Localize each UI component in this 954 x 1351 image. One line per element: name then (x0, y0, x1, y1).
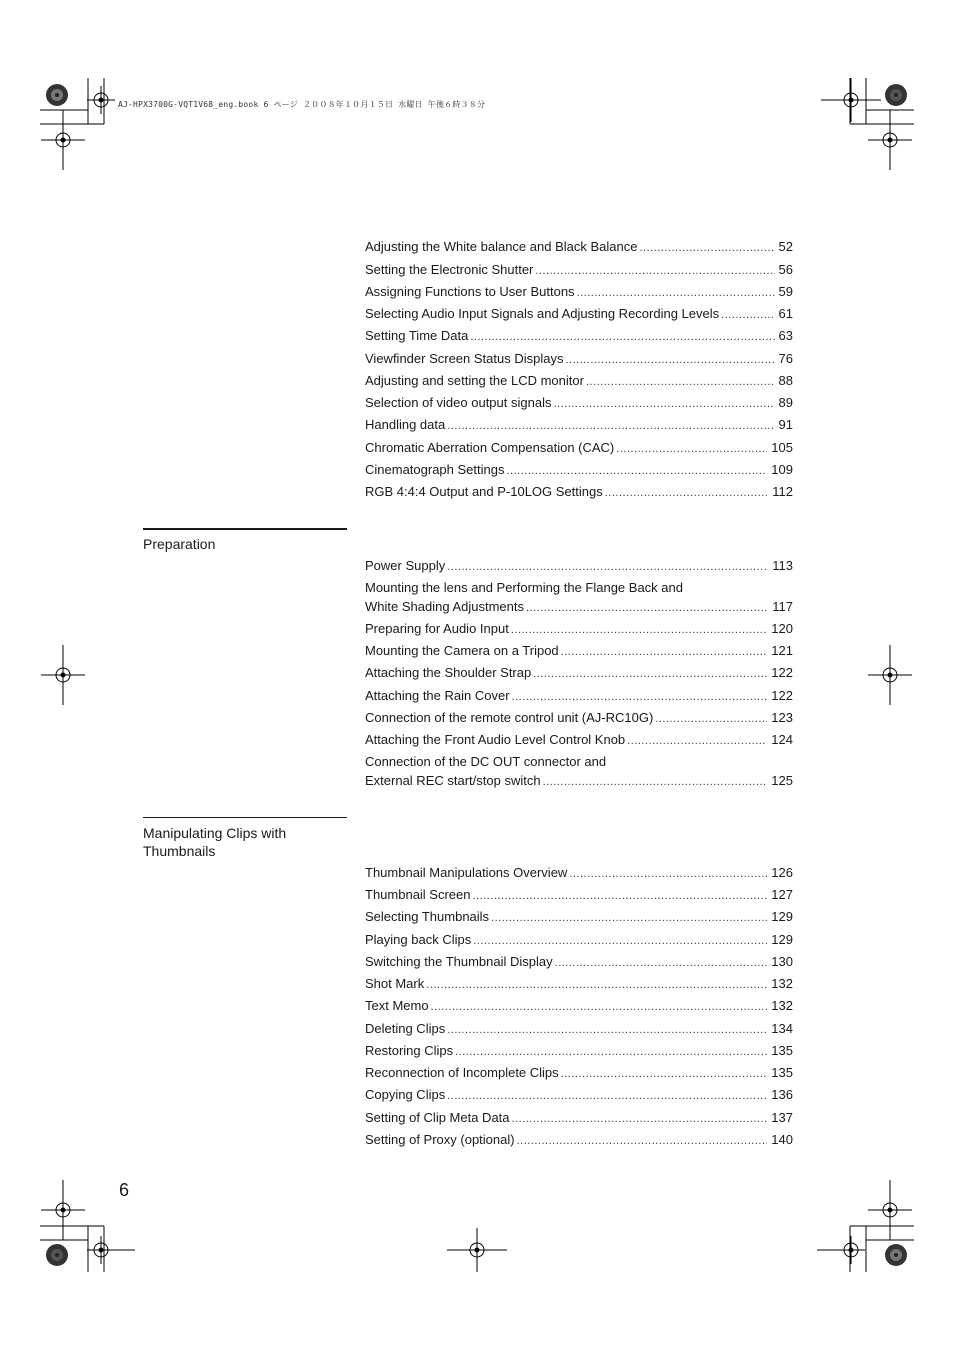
toc-entry-page: 89 (778, 395, 793, 410)
print-header: AJ-HPX3700G-VQT1V68_eng.book 6 ページ ２００８年１０月１５日 水曜日 午後６時３８分 (118, 100, 486, 109)
toc-entry-title: Selecting Audio Input Signals and Adjusting Recording Levels (365, 306, 720, 321)
toc-entry[interactable] (365, 371, 793, 392)
toc-entry-title: Copying Clips (365, 1087, 446, 1102)
toc-entry[interactable] (365, 578, 793, 618)
toc-entry-title: Reconnection of Incomplete Clips (365, 1065, 559, 1080)
toc-entry-page: 130 (771, 954, 793, 969)
toc-entry[interactable] (365, 907, 793, 928)
toc-entry-page: 123 (771, 710, 793, 725)
toc-entry[interactable] (365, 686, 793, 707)
toc-entry-title: Selection of video output signals (365, 395, 552, 410)
toc-entry-title: Attaching the Shoulder Strap (365, 665, 532, 680)
toc-entry-page: 61 (778, 306, 793, 321)
toc-entry-title: Thumbnail Manipulations Overview (365, 865, 568, 880)
toc-entry[interactable] (365, 863, 793, 884)
toc-entry[interactable] (365, 885, 793, 906)
toc-entry-title: Attaching the Rain Cover (365, 688, 510, 703)
toc-entry-page: 127 (771, 887, 793, 902)
toc-entry-title: Playing back Clips (365, 932, 472, 947)
toc-entry-page: 122 (771, 665, 793, 680)
toc-entry-page: 52 (778, 239, 793, 254)
toc-entry-title: Setting the Electronic Shutter (365, 262, 534, 277)
toc-entry-page: 88 (778, 373, 793, 388)
toc-entry-page: 126 (771, 865, 793, 880)
toc-entry[interactable] (365, 482, 793, 503)
toc-entry-title: Adjusting and setting the LCD monitor (365, 373, 584, 388)
toc-entry[interactable] (365, 393, 793, 414)
toc-entry[interactable] (365, 730, 793, 751)
toc-entry-page: 140 (771, 1132, 793, 1147)
toc-entry[interactable] (365, 1085, 793, 1106)
toc-entry-page: 129 (771, 932, 793, 947)
toc-entry-page: 132 (771, 976, 793, 991)
section-title (143, 824, 347, 860)
toc-entry-page: 122 (771, 688, 793, 703)
toc-entry-page: 120 (771, 621, 793, 636)
toc-entry-page: 117 (772, 599, 793, 614)
toc-entry-page: 134 (771, 1021, 793, 1036)
toc-entry-title: Assigning Functions to User Buttons (365, 284, 575, 299)
toc-entry[interactable] (365, 260, 793, 281)
toc-entry[interactable] (365, 752, 793, 792)
toc-entry-title: Selecting Thumbnails (365, 909, 490, 924)
toc-entry-title: Handling data (365, 417, 446, 432)
toc-entry-page: 129 (771, 909, 793, 924)
toc-entry-page: 135 (771, 1065, 793, 1080)
section-title-line2: Thumbnails (143, 843, 216, 859)
toc-entry-page: 125 (771, 773, 793, 788)
toc-entry[interactable] (365, 1063, 793, 1084)
toc-entry[interactable] (365, 641, 793, 662)
section-title: Preparation (143, 536, 216, 552)
toc-entry-page: 112 (772, 484, 793, 499)
toc-entry[interactable] (365, 237, 793, 258)
toc-entry-title: External REC start/stop switch (365, 773, 541, 788)
toc-entry[interactable] (365, 619, 793, 640)
toc-entry[interactable] (365, 460, 793, 481)
toc-entry-title: Shot Mark (365, 976, 425, 991)
toc-entry-title-line1: Connection of the DC OUT connector and (365, 754, 607, 769)
toc-entry-title: White Shading Adjustments (365, 599, 524, 614)
toc-entry-title: Cinematograph Settings (365, 462, 505, 477)
section-title-line1: Manipulating Clips with (143, 825, 287, 841)
toc-entry-title: Setting of Clip Meta Data (365, 1110, 510, 1125)
toc-entry[interactable] (365, 415, 793, 436)
toc-entry[interactable] (365, 326, 793, 347)
toc-entry-page: 135 (771, 1043, 793, 1058)
section-rule (143, 817, 347, 818)
toc-entry[interactable] (365, 1130, 793, 1151)
toc-entry-title: Viewfinder Screen Status Displays (365, 351, 564, 366)
toc-entry-page: 63 (778, 328, 793, 343)
page-number: 6 (119, 1180, 130, 1200)
toc-entry-title: Restoring Clips (365, 1043, 454, 1058)
toc-entry-title-line1: Mounting the lens and Performing the Flange Back and (365, 580, 683, 595)
toc-entry-page: 137 (771, 1110, 793, 1125)
toc-entry-page: 56 (778, 262, 793, 277)
toc-entry-page: 109 (771, 462, 793, 477)
toc-entry-page: 91 (778, 417, 793, 432)
section-rule (143, 528, 347, 530)
toc-entry-title: Deleting Clips (365, 1021, 446, 1036)
toc-entry[interactable] (365, 952, 793, 973)
toc-entry[interactable] (365, 996, 793, 1017)
toc-entry[interactable] (365, 304, 793, 325)
toc-entry[interactable] (365, 1041, 793, 1062)
toc-entry-page: 76 (778, 351, 793, 366)
toc-entry-title: Attaching the Front Audio Level Control Knob (365, 732, 626, 747)
toc-entry[interactable] (365, 974, 793, 995)
toc-entry[interactable] (365, 1019, 793, 1040)
toc-entry[interactable] (365, 663, 793, 684)
toc-entry-title: Setting Time Data (365, 328, 469, 343)
toc-entry-page: 132 (771, 998, 793, 1013)
toc-entry-title: Switching the Thumbnail Display (365, 954, 553, 969)
toc-entry[interactable] (365, 930, 793, 951)
toc-entry-page: 105 (771, 440, 793, 455)
toc-entry-page: 59 (778, 284, 793, 299)
toc-entry-page: 113 (772, 558, 793, 573)
toc-entry-page: 124 (771, 732, 793, 747)
toc-entry[interactable] (365, 708, 793, 729)
toc-entry-title: Text Memo (365, 998, 429, 1013)
toc-entry-page: 121 (771, 643, 793, 658)
toc-entry-title: Mounting the Camera on a Tripod (365, 643, 559, 658)
toc-entry[interactable] (365, 438, 793, 459)
toc-entry[interactable] (365, 282, 793, 303)
toc-entry-title: Preparing for Audio Input (365, 621, 509, 636)
toc-entry-title: Thumbnail Screen (365, 887, 471, 902)
toc-entry-title: Power Supply (365, 558, 446, 573)
toc-entry[interactable] (365, 1108, 793, 1129)
toc-entry-title: Setting of Proxy (optional) (365, 1132, 515, 1147)
toc-entry-title: Connection of the remote control unit (AJ-RC10G) (365, 710, 654, 725)
toc-entry-title: Chromatic Aberration Compensation (CAC) (365, 440, 615, 455)
toc-entry-title: RGB 4:4:4 Output and P-10LOG Settings (365, 484, 603, 499)
toc-entry-page: 136 (771, 1087, 793, 1102)
toc-entry[interactable] (365, 556, 793, 577)
toc-entry[interactable] (365, 349, 793, 370)
toc-entry-title: Adjusting the White balance and Black Balance (365, 239, 638, 254)
